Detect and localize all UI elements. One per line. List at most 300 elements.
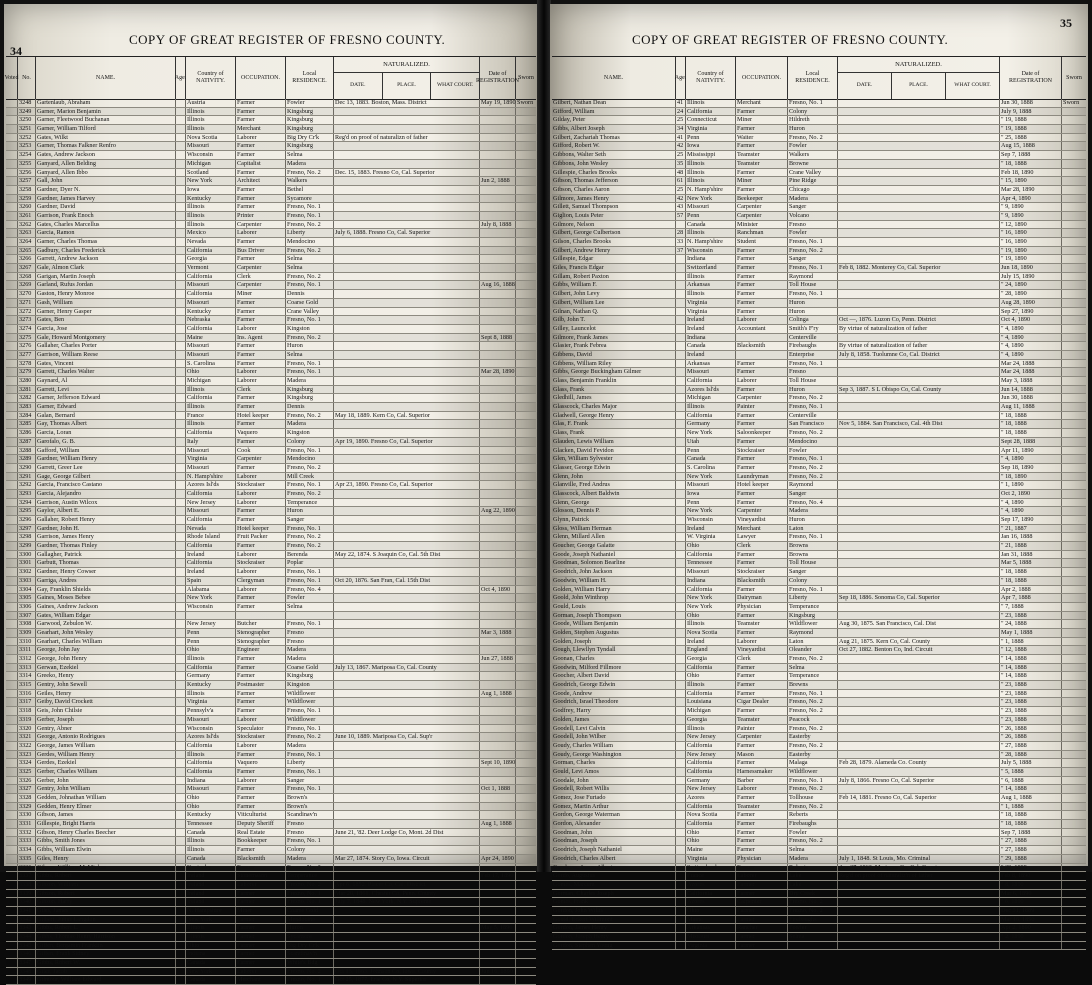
cell-country: Azores Isl'ds: [186, 733, 236, 741]
cell-voted: [6, 924, 18, 932]
cell-name: Gale, Almon Clark: [36, 264, 176, 272]
register-row: [6, 950, 536, 959]
cell-naturalized: [838, 221, 1000, 229]
cell-registration: " 4, 1890: [1000, 499, 1062, 507]
cell-naturalized: [334, 247, 480, 255]
cell-country: California: [186, 429, 236, 437]
cell-sworn: [516, 620, 536, 628]
register-row: [552, 455, 1086, 464]
cell-age: [676, 316, 686, 324]
cell-naturalized: [334, 794, 480, 802]
cell-sworn: [1062, 898, 1086, 906]
cell-sworn: [516, 464, 536, 472]
header-nat-place: PLACE.: [892, 73, 946, 99]
cell-residence: Fresno, No. 2: [788, 785, 838, 793]
cell-age: [676, 299, 686, 307]
cell-naturalized: [838, 655, 1000, 663]
cell-residence: Kingsburg: [286, 116, 334, 124]
cell-age: [176, 125, 186, 133]
cell-registration: [480, 360, 516, 368]
register-row: [6, 464, 536, 473]
cell-naturalized: July 1, 1848. St Louis, Mo. Criminal: [838, 855, 1000, 863]
cell-naturalized: Oct —, 1876. Luzon Co, Penn. District: [838, 316, 1000, 324]
cell-registration: [480, 455, 516, 463]
register-row: [6, 377, 536, 386]
cell-residence: Fresno, No. 1: [788, 264, 838, 272]
cell-naturalized: [838, 229, 1000, 237]
cell-residence: Sycamore: [286, 195, 334, 203]
cell-country: Ireland: [686, 325, 736, 333]
cell-sworn: [516, 368, 536, 376]
cell-naturalized: [334, 568, 480, 576]
cell-sworn: [1062, 429, 1086, 437]
cell-name: Gifford, William: [552, 108, 676, 116]
cell-naturalized: [334, 238, 480, 246]
cell-sworn: [516, 221, 536, 229]
cell-number: 3288: [18, 447, 36, 455]
header-naturalized: [334, 57, 480, 99]
cell-registration: " 19, 1888: [1000, 116, 1062, 124]
cell-age: [176, 490, 186, 498]
cell-sworn: [516, 142, 536, 150]
cell-name: Goocher, Albert David: [552, 672, 676, 680]
cell-name: Gloss, William Herman: [552, 525, 676, 533]
cell-name: Gerwan, Ezekiel: [36, 664, 176, 672]
cell-age: [176, 151, 186, 159]
cell-voted: [6, 481, 18, 489]
cell-voted: [6, 255, 18, 263]
cell-naturalized: [334, 455, 480, 463]
cell-name: Glacken, David Fevidon: [552, 447, 676, 455]
cell-occupation: Farmer: [736, 290, 788, 298]
cell-voted: [6, 229, 18, 237]
cell-sworn: [516, 386, 536, 394]
cell-country: France: [186, 412, 236, 420]
register-row: [6, 394, 536, 403]
cell-name: Ganyard, Allen Belding: [36, 160, 176, 168]
cell-name: Gordon, Stephen Young: [552, 942, 676, 950]
cell-number: 3250: [18, 116, 36, 124]
cell-age: [176, 99, 186, 107]
register-row: [552, 794, 1086, 803]
register-row: [552, 247, 1086, 256]
cell-registration: " 24, 1888: [1000, 620, 1062, 628]
cell-naturalized: [334, 290, 480, 298]
register-row: [552, 464, 1086, 473]
cell-age: [176, 221, 186, 229]
cell-occupation: Stenographer: [236, 638, 286, 646]
register-row: [552, 142, 1086, 151]
cell-occupation: Farmer: [236, 195, 286, 203]
cell-age: [176, 481, 186, 489]
cell-residence: Colony: [286, 438, 334, 446]
cell-country: Switzerland: [686, 864, 736, 872]
cell-country: New Jersey: [686, 751, 736, 759]
cell-name: Glasser, George Edwin: [552, 464, 676, 472]
cell-age: [176, 950, 186, 958]
cell-registration: " 18, 1888: [1000, 429, 1062, 437]
cell-naturalized: [838, 603, 1000, 611]
cell-naturalized: [838, 924, 1000, 932]
cell-sworn: [1062, 299, 1086, 307]
cell-name: Garriga, Andres: [36, 577, 176, 585]
cell-country: Illinois: [186, 933, 236, 941]
cell-name: Gedden, Johnathan William: [36, 794, 176, 802]
cell-number: 3264: [18, 238, 36, 246]
cell-naturalized: [838, 803, 1000, 811]
cell-number: 3267: [18, 264, 36, 272]
cell-number: 3291: [18, 473, 36, 481]
cell-residence: Fresno, No. 2: [286, 533, 334, 541]
cell-name: Giles, Francis Edgar: [552, 264, 676, 272]
cell-age: [176, 160, 186, 168]
cell-residence: Fresno, No. 1: [788, 99, 838, 107]
cell-number: 3314: [18, 672, 36, 680]
cell-residence: Kingston: [286, 681, 334, 689]
cell-occupation: Stonemason: [236, 872, 286, 880]
cell-naturalized: [334, 447, 480, 455]
register-row: [6, 247, 536, 256]
cell-registration: " 18, 1888: [1000, 820, 1062, 828]
cell-name: Garcia, Loran: [36, 429, 176, 437]
register-row: [6, 481, 536, 490]
cell-occupation: Farmer: [236, 99, 286, 107]
cell-naturalized: [334, 473, 480, 481]
cell-voted: [6, 247, 18, 255]
cell-name: Glynn, Patrick: [552, 516, 676, 524]
cell-naturalized: [838, 255, 1000, 263]
cell-registration: " 2, 1890: [1000, 933, 1062, 941]
cell-country: California: [686, 803, 736, 811]
cell-occupation: Merchant: [736, 525, 788, 533]
cell-occupation: Merchant: [236, 976, 286, 984]
cell-residence: Coarse Gold: [286, 907, 334, 915]
cell-residence: Selma: [286, 351, 334, 359]
cell-registration: [480, 837, 516, 845]
cell-age: 35: [676, 160, 686, 168]
cell-naturalized: [334, 195, 480, 203]
cell-registration: July 5, 1888: [1000, 759, 1062, 767]
cell-sworn: [1062, 881, 1086, 889]
cell-residence: Fowler: [286, 99, 334, 107]
register-row: [6, 290, 536, 299]
cell-occupation: Farmer: [736, 794, 788, 802]
cell-residence: Browns: [788, 551, 838, 559]
register-row: [6, 420, 536, 429]
cell-country: Louisiana: [686, 698, 736, 706]
left-register-table: [6, 99, 536, 985]
cell-registration: [480, 255, 516, 263]
cell-name: Glass, Frank: [552, 429, 676, 437]
cell-name: Goodell, Robert Willis: [552, 785, 676, 793]
cell-name: Gordon, John Willis: [552, 907, 676, 915]
cell-country: Canada: [686, 221, 736, 229]
cell-occupation: Farmer: [236, 516, 286, 524]
cell-naturalized: [838, 681, 1000, 689]
cell-registration: [480, 907, 516, 915]
cell-number: 3298: [18, 533, 36, 541]
cell-country: Penn: [686, 499, 736, 507]
cell-registration: [480, 212, 516, 220]
cell-age: [176, 898, 186, 906]
cell-number: 3282: [18, 394, 36, 402]
cell-sworn: [516, 247, 536, 255]
cell-naturalized: [838, 308, 1000, 316]
register-row: [552, 864, 1086, 873]
cell-number: 3275: [18, 334, 36, 342]
cell-age: [176, 672, 186, 680]
cell-residence: White's Bdg: [286, 959, 334, 967]
cell-name: Gomes, Marcum: [552, 881, 676, 889]
cell-age: [676, 655, 686, 663]
cell-age: [176, 976, 186, 984]
cell-registration: [480, 229, 516, 237]
cell-sworn: [516, 229, 536, 237]
cell-name: Gearhart, John Wesley: [36, 629, 176, 637]
cell-occupation: Farmer: [736, 438, 788, 446]
cell-occupation: Carpenter: [736, 507, 788, 515]
cell-registration: Jun 30, 1888: [1000, 394, 1062, 402]
cell-occupation: Clerk: [236, 386, 286, 394]
cell-voted: [6, 733, 18, 741]
cell-country: Illinois: [186, 403, 236, 411]
cell-registration: " 4, 1890: [1000, 351, 1062, 359]
cell-sworn: Sworn: [1063, 99, 1080, 106]
cell-registration: " 26, 1888: [1000, 733, 1062, 741]
register-row: [6, 447, 536, 456]
cell-age: [676, 377, 686, 385]
cell-sworn: [516, 803, 536, 811]
cell-registration: Sep 27, 1890: [1000, 308, 1062, 316]
cell-occupation: Butcher: [236, 620, 286, 628]
cell-country: California: [186, 664, 236, 672]
register-row: [552, 742, 1086, 751]
cell-country: Austria: [186, 99, 236, 107]
cell-age: [176, 420, 186, 428]
register-row: [552, 99, 1086, 108]
register-row: [552, 238, 1086, 247]
register-row: [6, 264, 536, 273]
register-row: [552, 334, 1086, 343]
right-page-title: COPY OF GREAT REGISTER OF FRESNO COUNTY.: [632, 32, 949, 47]
cell-registration: [480, 308, 516, 316]
cell-name: Gartenlaub, Abraham: [36, 99, 176, 107]
cell-registration: [480, 559, 516, 567]
cell-number: 3270: [18, 290, 36, 298]
cell-age: [176, 247, 186, 255]
cell-naturalized: [334, 820, 480, 828]
cell-registration: May 5, 1890: [480, 924, 516, 932]
cell-residence: Fowler: [788, 924, 838, 932]
cell-naturalized: Aug 21, 1875. Kern Co, Cal. County: [838, 638, 1000, 646]
cell-name: Gilmour, William Edward: [36, 976, 176, 984]
cell-occupation: Teamster: [736, 151, 788, 159]
cell-sworn: [516, 655, 536, 663]
cell-age: [176, 837, 186, 845]
cell-registration: July 8, 1888: [480, 221, 516, 229]
cell-naturalized: [838, 829, 1000, 837]
register-row: [6, 768, 536, 777]
cell-occupation: Stockraiser: [236, 481, 286, 489]
cell-naturalized: Dec 13, 1883. Boston, Mass. District: [334, 99, 480, 107]
cell-registration: [480, 290, 516, 298]
register-row: [552, 368, 1086, 377]
cell-age: [676, 473, 686, 481]
cell-naturalized: [334, 334, 480, 342]
cell-residence: Fresno, No. 1: [286, 212, 334, 220]
cell-sworn: [1062, 195, 1086, 203]
register-row: [552, 342, 1086, 351]
cell-sworn: [516, 273, 536, 281]
cell-occupation: Farmer: [736, 586, 788, 594]
cell-voted: [6, 195, 18, 203]
cell-naturalized: [838, 629, 1000, 637]
cell-registration: Oct 1, 1888: [480, 785, 516, 793]
register-row: [6, 499, 536, 508]
cell-number: 3325: [18, 768, 36, 776]
cell-residence: Laton: [788, 638, 838, 646]
cell-country: N. Hamp'shire: [686, 186, 736, 194]
cell-residence: Madera: [286, 655, 334, 663]
cell-sworn: [1062, 846, 1086, 854]
cell-country: Wisconsin: [186, 603, 236, 611]
cell-sworn: [516, 334, 536, 342]
cell-registration: " 28, 1890: [1000, 290, 1062, 298]
cell-age: [176, 681, 186, 689]
register-row: [552, 481, 1086, 490]
cell-country: California: [686, 108, 736, 116]
cell-naturalized: [334, 221, 480, 229]
cell-country: Ireland: [186, 568, 236, 576]
cell-number: 3321: [18, 733, 36, 741]
cell-naturalized: [838, 125, 1000, 133]
cell-age: [676, 290, 686, 298]
cell-residence: Browns: [788, 542, 838, 550]
cell-sworn: [516, 212, 536, 220]
cell-naturalized: [334, 690, 480, 698]
cell-age: [676, 646, 686, 654]
cell-age: [176, 603, 186, 611]
cell-number: 3322: [18, 742, 36, 750]
cell-registration: [480, 794, 516, 802]
cell-number: 3290: [18, 464, 36, 472]
cell-residence: Huron: [286, 342, 334, 350]
cell-occupation: Laborer: [236, 473, 286, 481]
cell-sworn: [1062, 646, 1086, 654]
cell-residence: Brown's: [286, 803, 334, 811]
cell-occupation: Laborer: [736, 872, 788, 880]
cell-residence: Kingston: [286, 429, 334, 437]
cell-country: New York: [186, 916, 236, 924]
cell-country: Missouri: [186, 281, 236, 289]
cell-naturalized: [334, 777, 480, 785]
cell-country: Penn: [186, 638, 236, 646]
cell-country: California: [186, 516, 236, 524]
cell-registration: Apr 7, 1888: [1000, 594, 1062, 602]
cell-number: 3261: [18, 212, 36, 220]
cell-residence: Fresno, No. 1: [286, 620, 334, 628]
cell-residence: Madera: [286, 377, 334, 385]
cell-residence: Fresno, No. 1: [286, 368, 334, 376]
cell-occupation: Clerk: [736, 542, 788, 550]
cell-number: 3326: [18, 777, 36, 785]
cell-registration: May 19, 1890: [481, 99, 516, 106]
cell-name: Garner, Henry Gasper: [36, 308, 176, 316]
cell-registration: [480, 681, 516, 689]
cell-name: Gledhill, James: [552, 394, 676, 402]
cell-age: [176, 924, 186, 932]
cell-age: [176, 186, 186, 194]
cell-country: New Jersey: [186, 620, 236, 628]
register-row: [6, 829, 536, 838]
cell-voted: [6, 968, 18, 976]
cell-occupation: Farmer: [236, 438, 286, 446]
cell-name: Gillespie, Bright Harris: [36, 820, 176, 828]
cell-sworn: [516, 890, 536, 898]
cell-naturalized: [838, 672, 1000, 680]
cell-residence: Fresno, No. 2: [286, 334, 334, 342]
cell-country: Illinois: [186, 116, 236, 124]
cell-voted: [6, 334, 18, 342]
cell-name: Glenn, John: [552, 473, 676, 481]
cell-naturalized: [838, 942, 1000, 950]
cell-occupation: Farmer: [236, 785, 286, 793]
cell-residence: Coarse Gold: [286, 664, 334, 672]
register-row: [6, 959, 536, 968]
cell-sworn: [516, 351, 536, 359]
cell-sworn: [516, 429, 536, 437]
cell-naturalized: [334, 212, 480, 220]
header-nat-court: WHAT COURT.: [436, 82, 474, 88]
cell-age: [676, 707, 686, 715]
cell-naturalized: Reg'd on proof of naturaliz'n of father: [838, 872, 1000, 880]
register-row: [6, 438, 536, 447]
cell-residence: Fresno, No. 2: [286, 273, 334, 281]
cell-sworn: [516, 195, 536, 203]
cell-sworn: [1062, 725, 1086, 733]
cell-name: Garrison, Frank Enoch: [36, 212, 176, 220]
cell-sworn: [516, 751, 536, 759]
header-nat-court: WHAT COURT.: [954, 82, 991, 88]
cell-residence: Kingsburg: [286, 125, 334, 133]
cell-naturalized: [838, 447, 1000, 455]
cell-voted: [6, 551, 18, 559]
cell-registration: Aug 15, 1888: [1000, 142, 1062, 150]
cell-country: Canada: [686, 455, 736, 463]
cell-number: 3313: [18, 664, 36, 672]
cell-naturalized: [838, 898, 1000, 906]
cell-age: [176, 177, 186, 185]
cell-name: Gould, Levi Amos: [552, 768, 676, 776]
cell-number: 3262: [18, 221, 36, 229]
cell-number: 3269: [18, 281, 36, 289]
cell-registration: " 7, 1888: [1000, 603, 1062, 611]
cell-naturalized: [334, 160, 480, 168]
cell-sworn: [516, 777, 536, 785]
cell-country: Virginia: [686, 299, 736, 307]
cell-number: 3285: [18, 420, 36, 428]
cell-name: Gay, Franklin Shields: [36, 586, 176, 594]
cell-residence: Fresno, No. 1: [286, 316, 334, 324]
cell-registration: Apr 2, 1890: [1000, 924, 1062, 932]
cell-country: Iowa: [186, 186, 236, 194]
cell-name: Garrett, Andrew Jackson: [36, 255, 176, 263]
cell-occupation: Farmer: [236, 542, 286, 550]
cell-sworn: [516, 811, 536, 819]
cell-naturalized: [838, 142, 1000, 150]
cell-occupation: Blacksmith: [736, 577, 788, 585]
cell-residence: Huron: [286, 507, 334, 515]
